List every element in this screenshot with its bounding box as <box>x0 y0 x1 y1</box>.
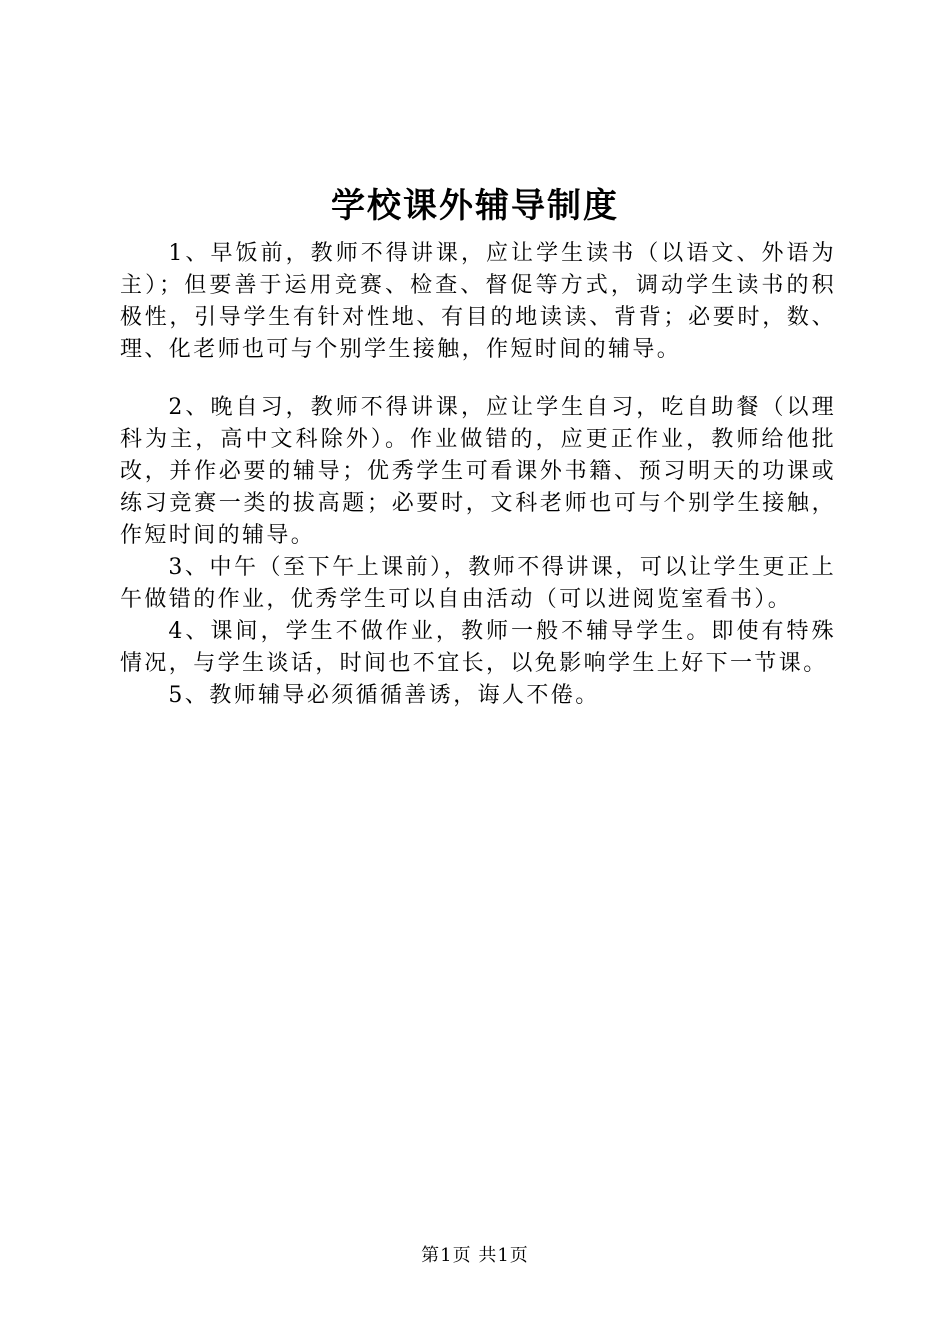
paragraph-4: 4、课间，学生不做作业，教师一般不辅导学生。即使有特殊情况，与学生谈话，时间也不宜长，以免影响学生上好下一节课。 <box>120 619 836 676</box>
paragraph-2: 2、晚自习，教师不得讲课，应让学生自习，吃自助餐（以理科为主，高中文科除外）。作业做错的，应更正作业，教师给他批改，并作必要的辅导；优秀学生可看课外书籍、预习明天的功课或练习竞赛一类的拔高题；必要时，文科老师也可与个别学生接触，作短时间的辅导。 <box>120 395 836 548</box>
paragraph-5: 5、教师辅导必须循循善诱，诲人不倦。 <box>168 683 600 708</box>
page-footer: 第1页 共1页 <box>421 1245 529 1266</box>
paragraph-1: 1、早饭前，教师不得讲课，应让学生读书（以语文、外语为主）；但要善于运用竞赛、检查、督促等方式，调动学生读书的积极性，引导学生有针对性地、有目的地读读、背背；必要时，数、理、化老师也可与个别学生接触，作短时间的辅导。 <box>120 241 836 362</box>
paragraph-3: 3、中午（至下午上课前），教师不得讲课，可以让学生更正上午做错的作业，优秀学生可以自由活动（可以进阅览室看书）。 <box>120 555 836 612</box>
document-title: 学校课外辅导制度 <box>331 186 619 226</box>
document-body <box>120 238 836 712</box>
